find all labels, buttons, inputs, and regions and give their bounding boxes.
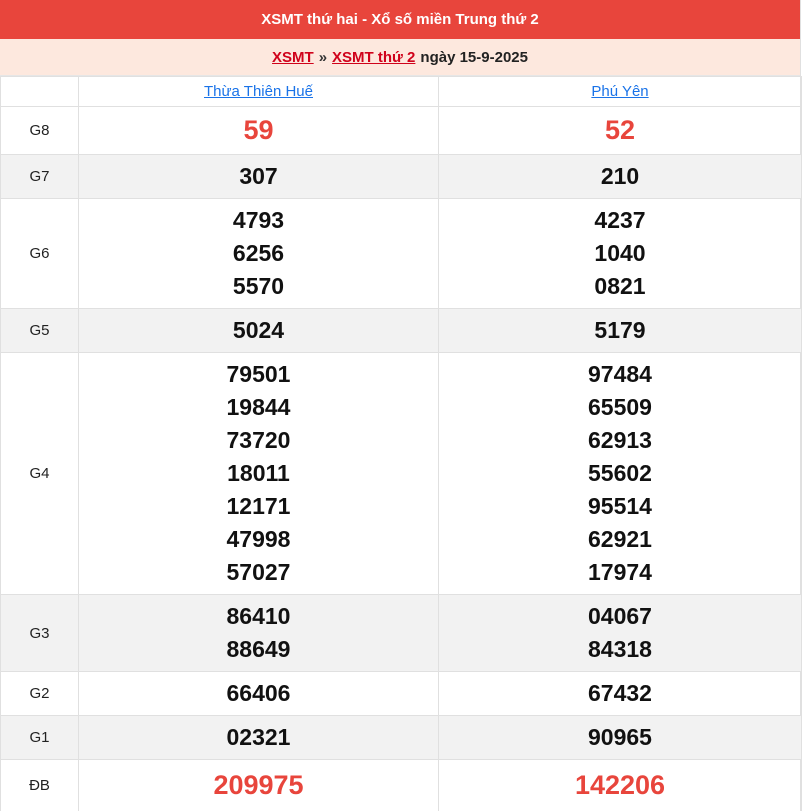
winning-number: 62921 bbox=[588, 526, 652, 552]
results-table bbox=[0, 76, 802, 811]
winning-number: 59 bbox=[243, 115, 274, 145]
winning-number: 210 bbox=[600, 163, 640, 189]
province-header-row bbox=[1, 77, 802, 107]
result-cell bbox=[79, 199, 439, 309]
result-cell bbox=[439, 107, 802, 155]
winning-number: 19844 bbox=[226, 394, 291, 420]
result-cell bbox=[79, 595, 439, 672]
result-cell bbox=[439, 199, 802, 309]
winning-number: 79501 bbox=[226, 361, 291, 387]
winning-number: 86410 bbox=[226, 603, 291, 629]
prize-row-g4 bbox=[1, 353, 802, 595]
winning-number: 307 bbox=[239, 163, 278, 189]
prize-label: G2 bbox=[1, 672, 79, 716]
province-link-phu-yen[interactable]: Phú Yên bbox=[591, 83, 649, 100]
prize-row-g7 bbox=[1, 155, 802, 199]
winning-number: 62913 bbox=[588, 427, 652, 453]
winning-number: 0821 bbox=[594, 273, 646, 299]
prize-row-g6 bbox=[1, 199, 802, 309]
winning-number: 4793 bbox=[232, 207, 285, 233]
winning-number: 55602 bbox=[588, 460, 652, 486]
winning-number: 47998 bbox=[226, 526, 291, 552]
result-cell bbox=[79, 155, 439, 199]
result-cell bbox=[79, 716, 439, 760]
prize-label: G6 bbox=[1, 199, 79, 309]
result-cell bbox=[79, 107, 439, 155]
page-title: XSMT thứ hai - Xổ số miền Trung thứ 2 bbox=[0, 0, 800, 39]
prize-label: G3 bbox=[1, 595, 79, 672]
prize-label: G7 bbox=[1, 155, 79, 199]
winning-number: 12171 bbox=[226, 493, 291, 519]
winning-number: 04067 bbox=[588, 603, 652, 629]
province-header-cell bbox=[439, 77, 802, 107]
winning-number: 97484 bbox=[588, 361, 652, 387]
winning-number: 73720 bbox=[226, 427, 291, 453]
prize-label: G4 bbox=[1, 353, 79, 595]
winning-number: 02321 bbox=[226, 724, 291, 750]
winning-number: 1040 bbox=[594, 240, 646, 266]
prize-label: G1 bbox=[1, 716, 79, 760]
result-cell bbox=[439, 595, 802, 672]
result-cell bbox=[439, 672, 802, 716]
jackpot-number: 209975 bbox=[213, 770, 304, 800]
prize-row-g5 bbox=[1, 309, 802, 353]
prize-row-g1 bbox=[1, 716, 802, 760]
prize-label: G5 bbox=[1, 309, 79, 353]
winning-number: 84318 bbox=[588, 636, 652, 662]
winning-number: 5179 bbox=[594, 317, 646, 343]
result-cell bbox=[79, 760, 439, 811]
winning-number: 57027 bbox=[226, 559, 291, 585]
result-cell bbox=[439, 155, 802, 199]
winning-number: 90965 bbox=[588, 724, 652, 750]
winning-number: 67432 bbox=[588, 680, 652, 706]
winning-number: 4237 bbox=[594, 207, 646, 233]
breadcrumb-link-xsmt[interactable]: XSMT bbox=[272, 48, 314, 66]
winning-number: 65509 bbox=[588, 394, 652, 420]
province-link-thua-thien-hue[interactable]: Thừa Thiên Huế bbox=[204, 83, 313, 100]
draw-date: ngày 15-9-2025 bbox=[420, 48, 528, 66]
result-cell bbox=[439, 760, 802, 811]
prize-row-g3 bbox=[1, 595, 802, 672]
prize-label: G8 bbox=[1, 107, 79, 155]
winning-number: 88649 bbox=[226, 636, 291, 662]
province-header-cell bbox=[79, 77, 439, 107]
winning-number: 5570 bbox=[232, 273, 285, 299]
result-cell bbox=[439, 716, 802, 760]
winning-number: 6256 bbox=[232, 240, 285, 266]
result-cell bbox=[439, 309, 802, 353]
prize-row-special bbox=[1, 760, 802, 811]
winning-number: 18011 bbox=[227, 460, 290, 486]
winning-number: 52 bbox=[604, 115, 636, 145]
winning-number: 95514 bbox=[588, 493, 652, 519]
winning-number: 17974 bbox=[588, 559, 652, 585]
breadcrumb-link-xsmt-thu-2[interactable]: XSMT thứ 2 bbox=[332, 48, 416, 66]
jackpot-number: 142206 bbox=[574, 770, 666, 800]
empty-header-cell bbox=[1, 77, 79, 107]
winning-number: 66406 bbox=[226, 680, 291, 706]
prize-label: ĐB bbox=[1, 760, 79, 811]
prize-row-g8 bbox=[1, 107, 802, 155]
winning-number: 5024 bbox=[232, 317, 285, 343]
result-cell bbox=[79, 672, 439, 716]
breadcrumb-separator: » bbox=[318, 48, 328, 66]
prize-row-g2 bbox=[1, 672, 802, 716]
result-cell bbox=[439, 353, 802, 595]
result-cell bbox=[79, 309, 439, 353]
breadcrumb bbox=[0, 39, 800, 76]
result-cell bbox=[79, 353, 439, 595]
